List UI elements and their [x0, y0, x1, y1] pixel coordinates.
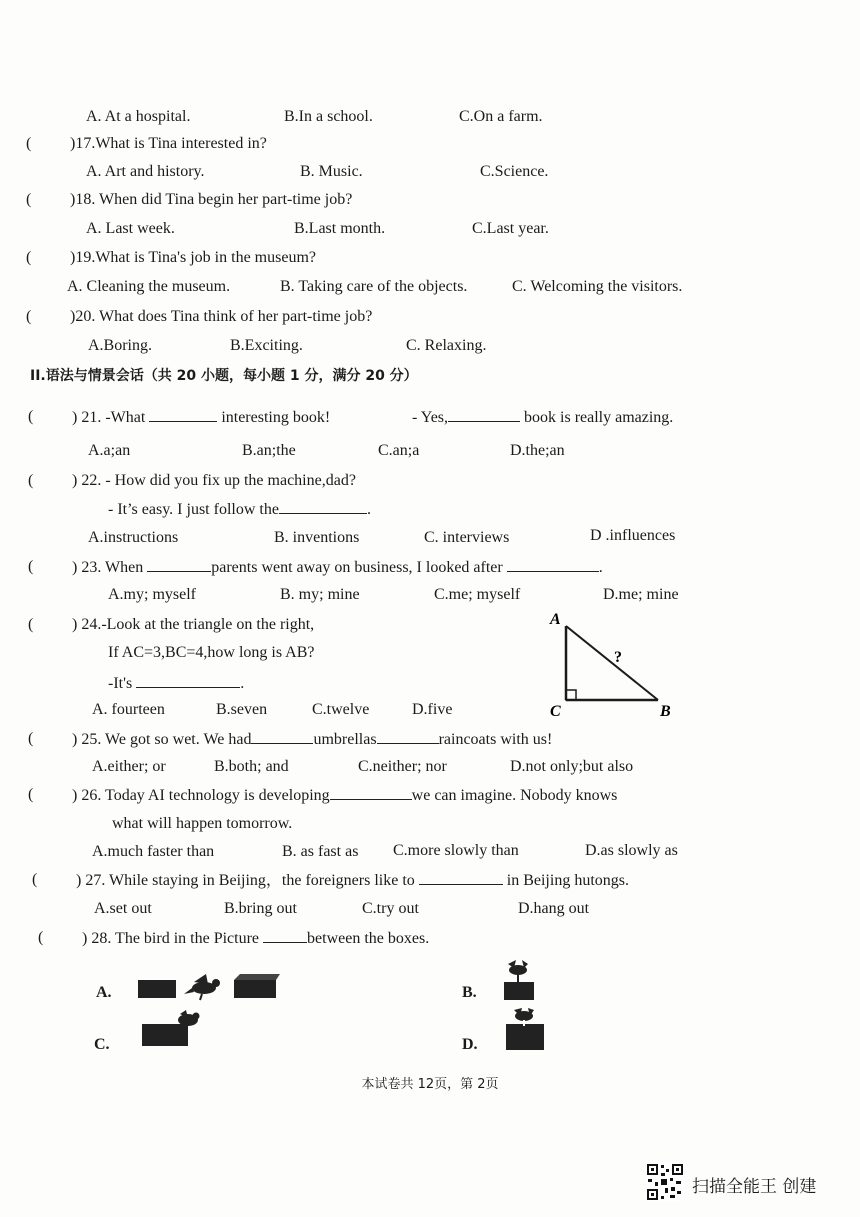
q18-option-a: A. Last week.: [86, 220, 175, 237]
q16-option-b: B.In a school.: [284, 108, 373, 125]
scanner-watermark-text: 扫描全能王 创建: [692, 1177, 817, 1197]
q18-option-b: B.Last month.: [294, 220, 386, 237]
q27-option-b: B.bring out: [224, 900, 297, 917]
q26-answer-paren: (: [28, 786, 34, 803]
q22-option-b: B. inventions: [274, 529, 360, 546]
q22-stem: ) 22. - How did you fix up the machine,dad?: [72, 472, 356, 489]
q28-option-d-picture: [502, 1008, 548, 1052]
box-icon: [504, 982, 534, 1000]
q22-option-c: C. interviews: [424, 529, 510, 546]
q21-option-c: C.an;a: [378, 442, 420, 459]
q23-option-d: D.me; mine: [603, 586, 679, 603]
q23-option-a: A.my; myself: [108, 586, 196, 603]
q28-option-b-picture: [498, 960, 542, 1002]
q18-option-c: C.Last year.: [472, 220, 549, 237]
q28-option-a-picture: [136, 972, 282, 1002]
q26-option-b: B. as fast as: [282, 843, 359, 860]
q21-option-a: A.a;an: [88, 442, 131, 459]
q20-option-b: B.Exciting.: [230, 337, 303, 354]
q23-answer-paren: (: [28, 558, 34, 575]
right-angle-mark: [566, 690, 576, 700]
q19-option-c: C. Welcoming the visitors.: [512, 278, 683, 295]
q19-stem: )19.What is Tina's job in the museum?: [70, 249, 316, 266]
q27-option-c: C.try out: [362, 900, 419, 917]
q16-option-c: C.On a farm.: [459, 108, 543, 125]
q24-question: If AC=3,BC=4,how long is AB?: [108, 644, 315, 661]
triangle-side-ab: [566, 626, 658, 700]
q21-option-d: D.the;an: [510, 442, 565, 459]
q23-option-c: C.me; myself: [434, 586, 521, 603]
q24-option-d: D.five: [412, 701, 453, 718]
page-footer: 本试卷共 12页，第 2页: [361, 1077, 499, 1092]
q28-stem: ) 28. The bird in the Picture between the boxes.: [82, 930, 430, 947]
q22-option-a: A.instructions: [88, 529, 179, 546]
q26-option-c: C.more slowly than: [393, 842, 519, 859]
box-icon: [506, 1024, 544, 1050]
box-icon: [138, 980, 176, 998]
q27-answer-paren: (: [32, 871, 38, 888]
q26-stem: ) 26. Today AI technology is developing we can imagine. Nobody knows: [72, 787, 618, 804]
q23-stem: ) 23. When parents went away on business, I looked after .: [72, 559, 603, 576]
q25-answer-paren: (: [28, 730, 34, 747]
q27-option-d: D.hang out: [518, 900, 590, 917]
q20-option-a: A.Boring.: [88, 337, 152, 354]
hypotenuse-question-mark: ?: [614, 649, 622, 666]
q24-option-b: B.seven: [216, 701, 268, 718]
q16-option-a: A. At a hospital.: [86, 108, 191, 125]
q24-answer-line: -It's .: [108, 675, 245, 692]
bird-icon: [514, 1008, 534, 1026]
q19-option-a: A. Cleaning the museum.: [67, 278, 231, 295]
vertex-label-c: C: [550, 703, 561, 720]
q24-answer-paren: (: [28, 616, 34, 633]
q27-option-a: A.set out: [94, 900, 152, 917]
q22-answer-paren: (: [28, 472, 34, 489]
q20-answer-paren: (: [26, 308, 32, 325]
q22-option-d: D .influences: [590, 527, 676, 544]
q27-stem: ) 27. While staying in Beijing，the foreigners like to in Beijing hutongs.: [76, 872, 629, 889]
section-title: II.语法与情景会话（共 20 小题，每小题 1 分，满分 20 分）: [30, 368, 418, 384]
q28-option-c-picture: [140, 1010, 206, 1050]
q21-stem: ) 21. -What interesting book!: [72, 409, 331, 426]
q21-answer-paren: (: [28, 408, 34, 425]
q26-stem-continued: what will happen tomorrow.: [112, 815, 293, 832]
q28-option-b-label: B.: [462, 984, 477, 1001]
q20-stem: )20. What does Tina think of her part-time job?: [70, 308, 373, 325]
q26-option-a: A.much faster than: [92, 843, 215, 860]
bird-icon: [508, 960, 528, 982]
q28-option-a-label: A.: [96, 984, 112, 1001]
q21-option-b: B.an;the: [242, 442, 296, 459]
q23-option-b: B. my; mine: [280, 586, 360, 603]
q19-option-b: B. Taking care of the objects.: [280, 278, 468, 295]
vertex-label-a: A: [550, 611, 561, 628]
box-icon: [234, 980, 276, 998]
q28-option-d-label: D.: [462, 1036, 478, 1053]
q25-option-a: A.either; or: [92, 758, 166, 775]
q24-option-a: A. fourteen: [92, 701, 165, 718]
qr-code-icon: [646, 1163, 684, 1201]
q18-answer-paren: (: [26, 191, 32, 208]
q25-stem: ) 25. We got so wet. We had umbrellas raincoats with us!: [72, 731, 553, 748]
q24-stem: ) 24.-Look at the triangle on the right,: [72, 616, 315, 633]
q21-reply: - Yes, book is really amazing.: [412, 409, 674, 426]
q25-option-d: D.not only;but also: [510, 758, 634, 775]
q17-option-a: A. Art and history.: [86, 163, 205, 180]
q28-option-c-label: C.: [94, 1036, 110, 1053]
box-icon: [142, 1024, 188, 1046]
q24-option-c: C.twelve: [312, 701, 370, 718]
q17-option-b: B. Music.: [300, 163, 363, 180]
vertex-label-b: B: [660, 703, 671, 720]
q25-option-c: C.neither; nor: [358, 758, 447, 775]
q28-answer-paren: (: [38, 929, 44, 946]
bird-icon: [184, 974, 220, 1000]
box-lid-icon: [234, 974, 280, 980]
q17-stem: )17.What is Tina interested in?: [70, 135, 267, 152]
q25-option-b: B.both; and: [214, 758, 289, 775]
q17-option-c: C.Science.: [480, 163, 549, 180]
right-triangle-diagram: [540, 608, 680, 720]
q18-stem: )18. When did Tina begin her part-time job?: [70, 191, 353, 208]
q19-answer-paren: (: [26, 249, 32, 266]
q20-option-c: C. Relaxing.: [406, 337, 487, 354]
q17-answer-paren: (: [26, 135, 32, 152]
q26-option-d: D.as slowly as: [585, 842, 678, 859]
q22-reply: - It’s easy. I just follow the .: [108, 501, 371, 518]
